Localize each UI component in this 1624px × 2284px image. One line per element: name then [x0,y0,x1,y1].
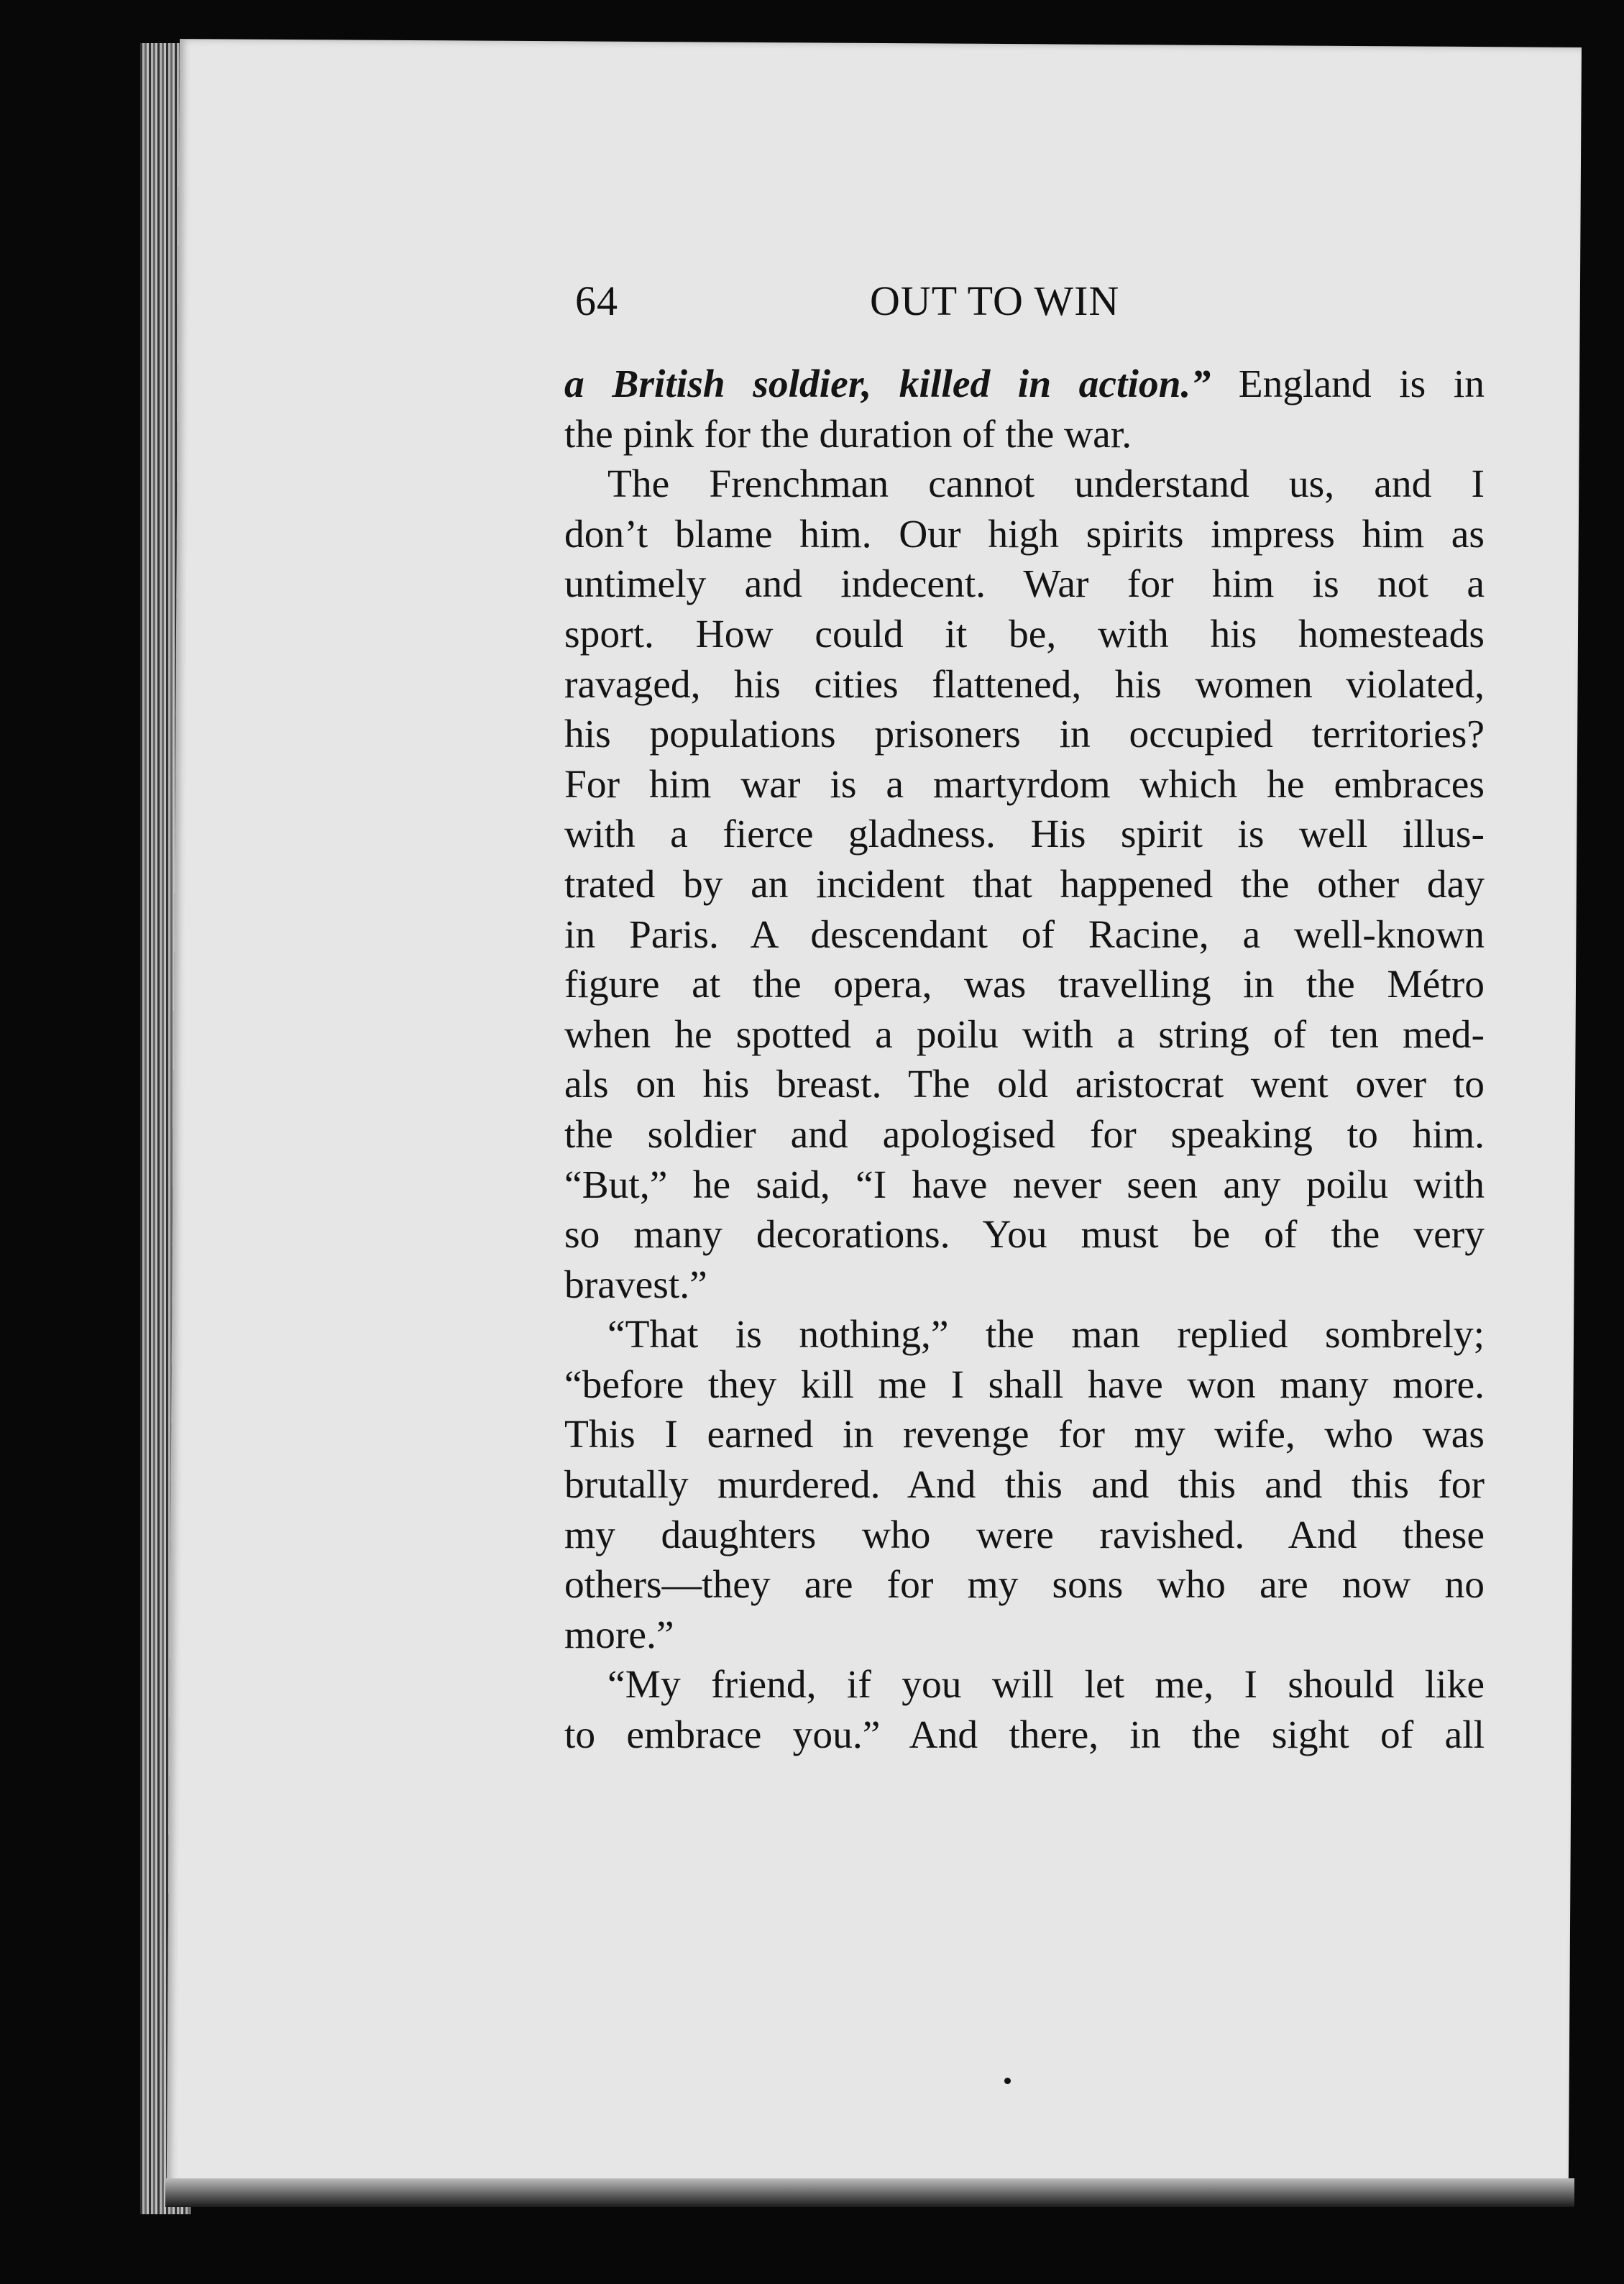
text-line: my daughters who were ravished. And these [564,1513,1485,1557]
text-line: in Paris. A descendant of Racine, a well-known [564,912,1485,957]
text-line: brutally murdered. And this and this and this for [564,1463,1485,1508]
page-header [575,277,1495,341]
paragraph-start: The Frenchman cannot understand us, and I [607,462,1485,507]
text-line: don’t blame him. Our high spirits impress him as [564,512,1485,556]
text-line: more.” [564,1613,674,1657]
page-bottom-edge [165,2178,1574,2207]
text-line: the soldier and apologised for speaking to him. [564,1112,1485,1157]
print-speck [1004,2078,1011,2084]
italic-lead: a British soldier, killed in action.” [564,362,1211,406]
text-line: For him war is a martyrdom which he embraces [564,762,1485,807]
text-line: als on his breast. The old aristocrat went over to [564,1063,1485,1107]
body-text [564,359,1485,1761]
text-line: the pink for the duration of the war. [564,412,1132,457]
running-title: OUT TO WIN [870,278,1120,324]
text-line: his populations prisoners in occupied territories? [564,712,1485,757]
text-line: “But,” he said, “I have never seen any poilu with [564,1162,1485,1207]
page-number: 64 [575,278,618,324]
text-line: sport. How could it be, with his homesteads [564,612,1485,656]
text-line: to embrace you.” And there, in the sight of all [564,1713,1485,1758]
text-line: “before they kill me I shall have won many more. [564,1362,1485,1407]
text-line: This I earned in revenge for my wife, who was [564,1413,1485,1457]
text-line: ravaged, his cities flattened, his women violated, [564,662,1485,707]
text-line: trated by an incident that happened the other day [564,862,1485,907]
paragraph-start: “My friend, if you will let me, I should like [607,1663,1485,1707]
text-line-1 [564,359,1485,410]
text-line: when he spotted a poilu with a string of ten med- [564,1012,1485,1057]
text-line: so many decorations. You must be of the very [564,1213,1485,1257]
text-line-1-rest: England is in [1211,362,1485,406]
text-line: bravest.” [564,1262,707,1307]
text-line: figure at the opera, was travelling in the Métro [564,963,1485,1007]
text-line: with a fierce gladness. His spirit is well illus- [564,812,1485,857]
text-line: untimely and indecent. War for him is not a [564,562,1485,607]
text-line: others—they are for my sons who are now no [564,1563,1485,1607]
paragraph-start: “That is nothing,” the man replied sombrely; [607,1313,1485,1357]
